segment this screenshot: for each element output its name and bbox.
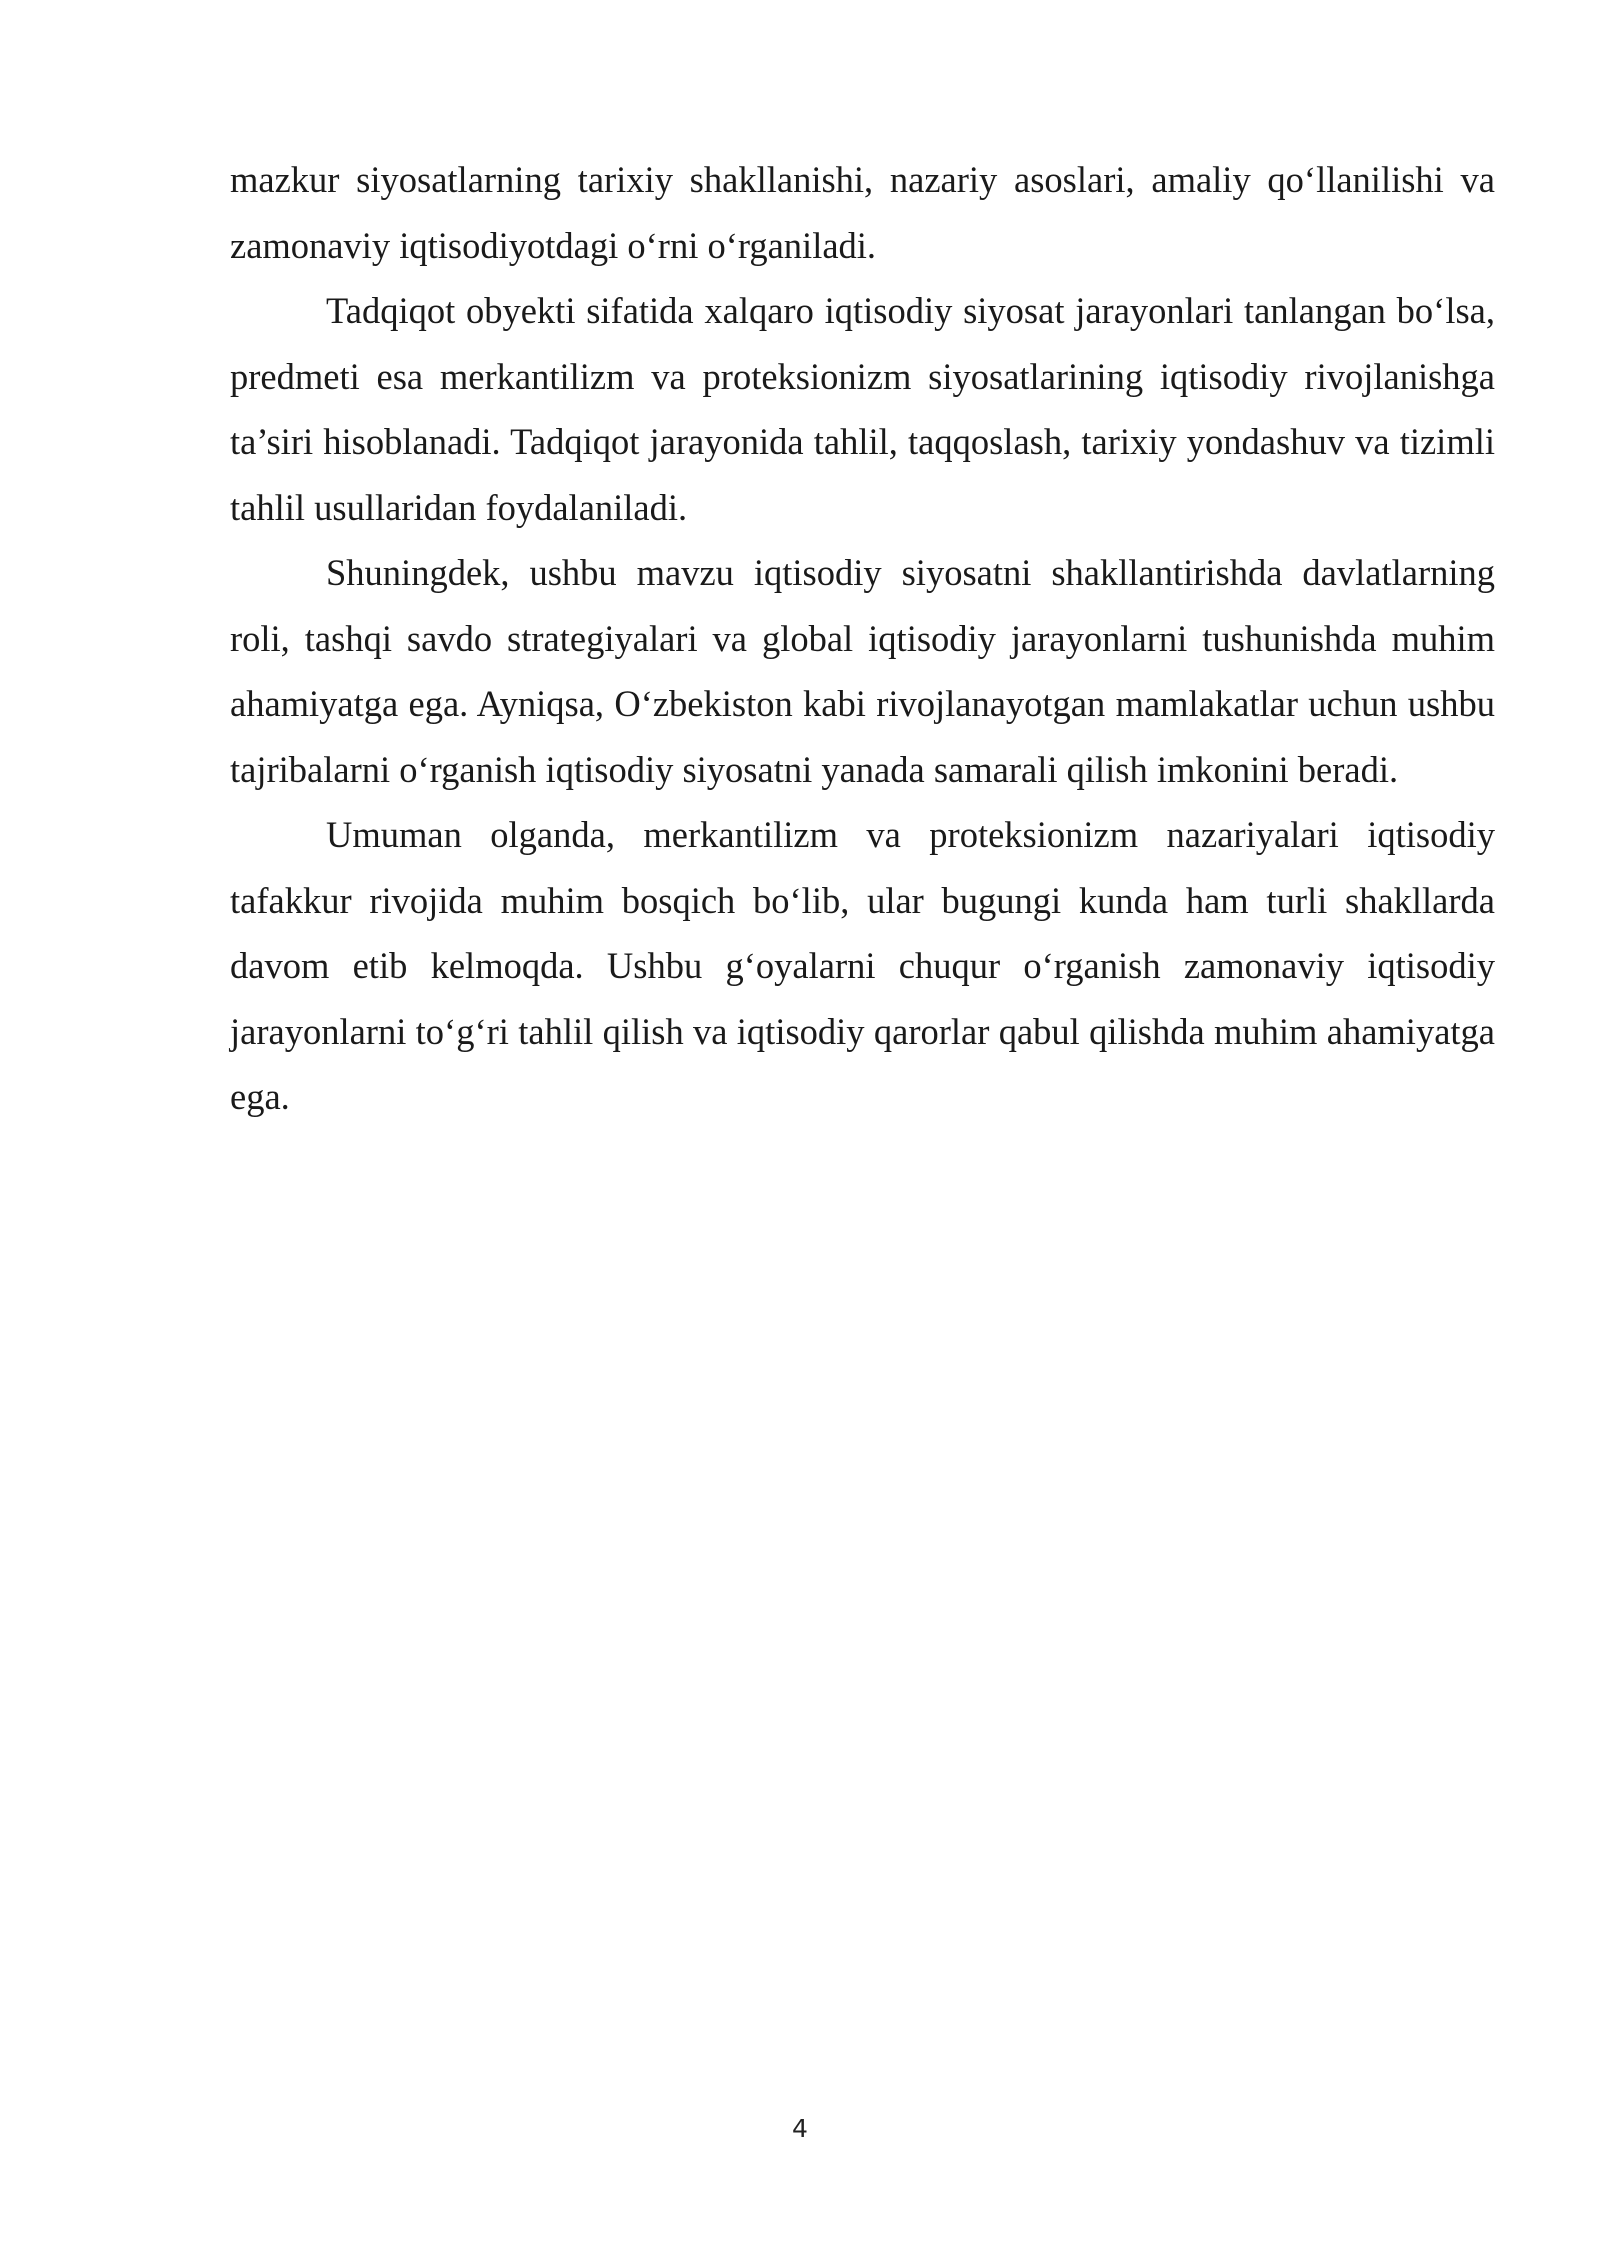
document-body — [230, 147, 1495, 1130]
paragraph-research-object: Tadqiqot obyekti sifatida xalqaro iqtisodiy siyosat jarayonlari tanlangan bo‘lsa, predmeti esa merkantilizm va proteksionizm siyosatlarining iqtisodiy rivojlanishga ta’siri hisoblanadi. Tadqiqot jarayonida tahlil, taqqoslash, tarixiy yondashuv va tizimli tahlil usullaridan foydalaniladi. — [230, 290, 1495, 528]
paragraph-relevance: Shuningdek, ushbu mavzu iqtisodiy siyosatni shakllantirishda davlatlarning roli, tashqi savdo strategiyalari va global iqtisodiy jarayonlarni tushunishda muhim ahamiyatga ega. Ayniqsa, O‘zbekiston kabi rivojlanayotgan mamlakatlar uchun ushbu tajribalarni o‘rganish iqtisodiy siyosatni yanada samarali qilish imkonini beradi. — [230, 552, 1495, 790]
paragraph-continuation: mazkur siyosatlarning tarixiy shakllanishi, nazariy asoslari, amaliy qo‘llanilishi va zamonaviy iqtisodiyotdagi o‘rni o‘rganiladi. — [230, 159, 1495, 266]
paragraph-conclusion: Umuman olganda, merkantilizm va proteksionizm nazariyalari iqtisodiy tafakkur rivojida muhim bosqich bo‘lib, ular bugungi kunda ham turli shakllarda davom etib kelmoqda. Ushbu g‘oyalarni chuqur o‘rganish zamonaviy iqtisodiy jarayonlarni to‘g‘ri tahlil qilish va iqtisodiy qarorlar qabul qilishda muhim ahamiyatga ega. — [230, 814, 1495, 1117]
page-number: 4 — [792, 2114, 808, 2143]
